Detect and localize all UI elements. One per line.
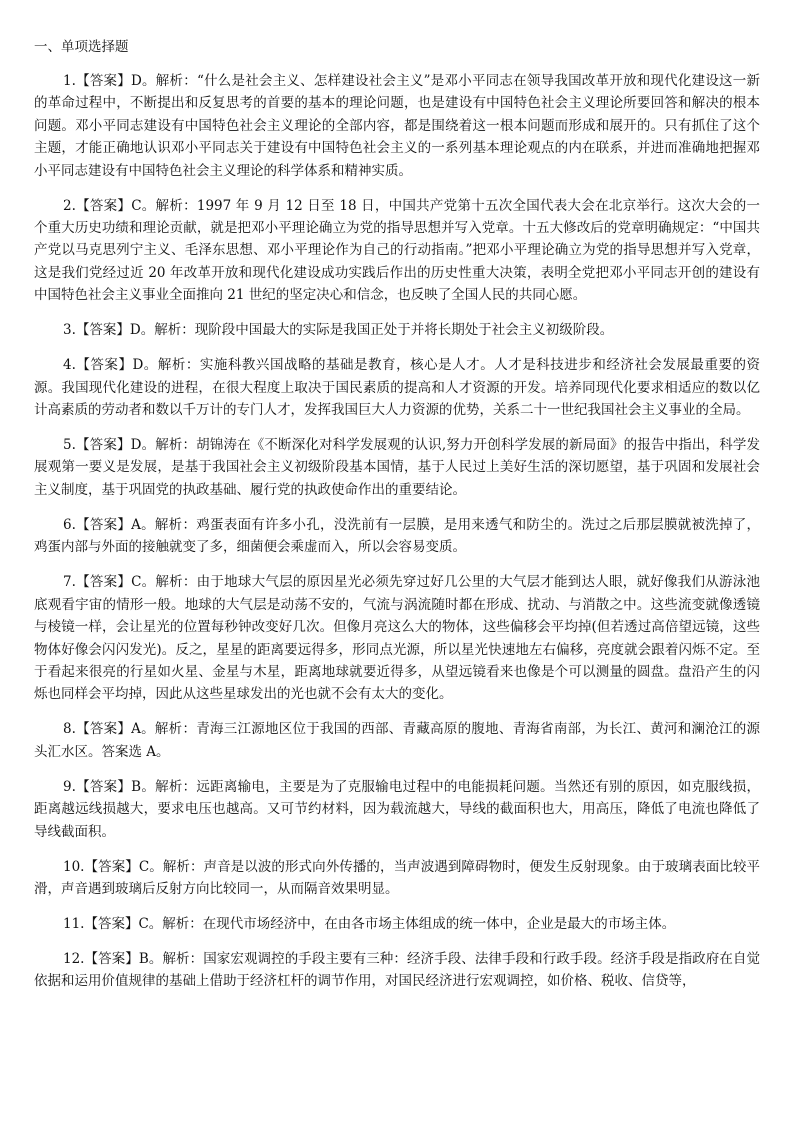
answer-item-3: 3.【答案】D。解析：现阶段中国最大的实际是我国正处于并将长期处于社会主义初级阶段。 — [63, 322, 614, 339]
section-title: 一、单项选择题 — [34, 39, 129, 55]
answer-item-5: 5.【答案】D。解析：胡锦涛在《不断深化对科学发展观的认识,努力开创科学发展的新局面》的报告中指出，科学发展观第一要义是发展，是基于我国社会主义初级阶段基本国情，基于人民过上美好生活的深切愿望，基于巩固和发展社会主义制度，基于巩固党的执政基础、履行党的执政使命作出的重要结论。 — [34, 437, 760, 498]
answer-item-2: 2.【答案】C。解析：1997 年 9 月 12 日至 18 日，中国共产党第十五次全国代表大会在北京举行。这次大会的一个重大历史功绩和理论贡献，就是把邓小平理论确立为党的指导思想并写入党章。十五大修改后的党章明确规定：“中国共产党以马克思列宁主义、毛泽东思想、邓小平理论作为自己的行动指南。”把邓小平理论确立为党的指导思想并写入党章，这是我们党经过近 20 年改革开放和现代化建设成功实践后作出的历史性重大决策，表明全党把邓小平同志开创的建设有中国特色社会主义事业全面推向 21 世纪的坚定决心和信念，也反映了全国人民的共同心愿。 — [34, 197, 760, 304]
answer-item-11: 11.【答案】C。解析：在现代市场经济中，在由各市场主体组成的统一体中，企业是最大的市场主体。 — [63, 915, 676, 932]
document-page — [34, 36, 760, 1005]
answer-item-9: 9.【答案】B。解析：远距离输电，主要是为了克服输电过程中的电能损耗问题。当然还有别的原因，如克服线损，距离越远线损越大，要求电压也越高。又可节约材料，因为载流越大，导线的截面积也大，用高压，降低了电流也降低了导线截面积。 — [34, 778, 760, 840]
answer-item-7: 7.【答案】C。解析：由于地球大气层的原因星光必须先穿过好几公里的大气层才能到达人眼，就好像我们从游泳池底观看宇宙的情形一般。地球的大气层是动荡不安的，气流与涡流随时都在形成、扰动、与消散之中。这些流变就像透镜与棱镜一样，会让星光的位置每秒钟改变好几次。但像月亮这么大的物体，这些偏移会平均掉(但若透过高倍望远镜，这些物体好像会闪闪发光)。反之，星星的距离要远得多，形同点光源，所以星光快速地左右偏移，亮度就会跟着闪烁不定。至于看起来很亮的行星如火星、金星与木星，距离地球就要近得多，从望远镜看来也像是个可以测量的圆盘。盘沿产生的闪烁也同样会平均掉，因此从这些星球发出的光也就不会有太大的变化。 — [34, 574, 760, 703]
answer-item-6: 6.【答案】A。解析：鸡蛋表面有许多小孔，没洗前有一层膜，是用来透气和防尘的。洗过之后那层膜就被洗掉了，鸡蛋内部与外面的接触就变了多，细菌便会乘虚而入，所以会容易变质。 — [34, 516, 760, 556]
answer-item-12: 12.【答案】B。解析：国家宏观调控的手段主要有三种：经济手段、法律手段和行政手段。经济手段是指政府在自觉依据和运用价值规律的基础上借助于经济杠杆的调节作用，对国民经济进行宏观调控，如价格、税收、信贷等， — [34, 950, 760, 990]
answer-item-10: 10.【答案】C。解析：声音是以波的形式向外传播的，当声波遇到障碍物时，便发生反射现象。由于玻璃表面比较平滑，声音遇到玻璃后反射方向比较同一，从而隔音效果明显。 — [34, 858, 760, 897]
answer-item-8: 8.【答案】A。解析：青海三江源地区位于我国的西部、青藏高原的腹地、青海省南部，为长江、黄河和澜沧江的源头汇水区。答案选 A。 — [34, 721, 760, 760]
answer-item-4: 4.【答案】D。解析：实施科教兴国战略的基础是教育，核心是人才。人才是科技进步和经济社会发展最重要的资源。我国现代化建设的进程，在很大程度上取决于国民素质的提高和人才资源的开发。培养同现代化要求相适应的数以亿计高素质的劳动者和数以千万计的专门人才，发挥我国巨大人力资源的优势，关系二十一世纪我国社会主义事业的全局。 — [34, 357, 760, 419]
answer-item-1: 1.【答案】D。解析：“什么是社会主义、怎样建设社会主义”是邓小平同志在领导我国改革开放和现代化建设这一新的革命过程中，不断提出和反复思考的首要的基本的理论问题，也是建设有中国特色社会主义理论所要回答和解决的根本问题。邓小平同志建设有中国特色社会主义理论的全部内容，都是围绕着这一根本问题而形成和展开的。只有抓住了这个主题，才能正确地认识邓小平同志关于建设有中国特色社会主义的一系列基本理论观点的内在联系，并进而准确地把握邓小平同志建设有中国特色社会主义理论的科学体系和精神实质。 — [34, 73, 760, 179]
